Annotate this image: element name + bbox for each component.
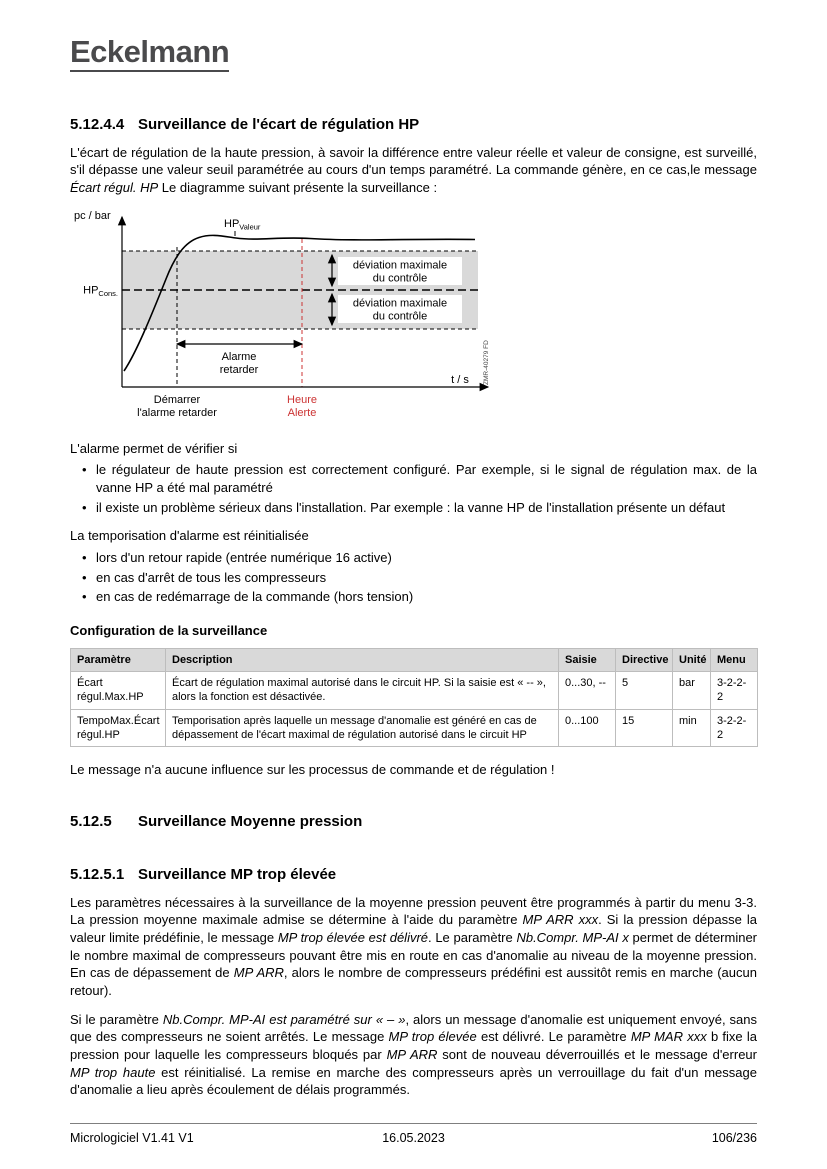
logo [70, 36, 757, 72]
list-item: • en cas d'arrêt de tous les compresseurs [82, 569, 757, 587]
page-footer [70, 1123, 757, 1145]
section-heading-mp [70, 813, 757, 830]
text-segment: . Le paramètre [428, 930, 517, 946]
diagram-watermark: ZMR-40279 FD [483, 339, 490, 385]
col-header-directive: Directive [616, 648, 673, 671]
col-header-unite: Unité [673, 648, 711, 671]
section-number: 5.12.5.1 [70, 865, 125, 883]
footer-left: Micrologiciel V1.41 V1 [70, 1131, 194, 1145]
text-segment: Si le paramètre [70, 1011, 163, 1027]
text-segment: b fixe la pression pour laquelle les compresseurs bloqués par [70, 1029, 757, 1063]
col-header-menu: Menu [711, 648, 758, 671]
text-segment: est délivré. Le paramètre [476, 1029, 631, 1045]
hp-value-label-main: HP [224, 217, 240, 230]
text-segment-italic: MP ARR [386, 1047, 438, 1063]
cell-directive: 15 [616, 709, 673, 747]
mp-paragraph-1 [70, 894, 757, 1000]
section-number: 5.12.4.4 [70, 115, 125, 133]
deviation-upper-label-line1: déviation maximale [352, 259, 448, 272]
hp-setpoint-label-sub: Cons. [98, 288, 118, 298]
cell-saisie: 0...100 [559, 709, 616, 747]
cell-description: Temporisation après laquelle un message d'anomalie est généré en cas de dépassement de l'écart maximal de régulation autorisé dans le circuit HP [166, 709, 559, 747]
text-segment-italic: Nb.Compr. MP-AI est paramétré sur « – » [162, 1011, 406, 1027]
config-note: Le message n'a aucune influence sur les processus de commande et de régulation ! [70, 762, 555, 778]
hp-value-label-sub: Valeur [239, 222, 261, 232]
intro-text-2: Le diagramme suivant présente la surveillance : [158, 179, 438, 195]
col-header-parametre: Paramètre [71, 648, 166, 671]
section-heading-mp-high [70, 866, 757, 883]
list-item: • en cas de redémarrage de la commande (hors tension) [82, 588, 757, 606]
deviation-lower-label-line2: du contrôle [372, 310, 428, 323]
text-segment: sont de nouveau déverrouillés et le message d'erreur [437, 1047, 757, 1063]
intro-text-italic: Écart régul. HP [70, 179, 159, 195]
hp-setpoint-label [83, 284, 118, 298]
cell-description: Écart de régulation maximal autorisé dans le circuit HP. Si la saisie est « -- », alors la fonction est désactivée. [166, 671, 559, 709]
deviation-lower-label-line1: déviation maximale [352, 297, 448, 310]
reset-list [70, 549, 757, 606]
cell-parametre: Écart régul.Max.HP [71, 671, 166, 709]
config-heading: Configuration de la surveillance [70, 622, 268, 638]
text-segment-italic: MP MAR xxx [630, 1029, 707, 1045]
logo-text: Eckelmann [70, 36, 229, 72]
cell-menu: 3-2-2-2 [711, 709, 758, 747]
col-header-description: Description [166, 648, 559, 671]
hp-regulation-diagram [72, 207, 757, 429]
hp-diagram-svg [72, 207, 518, 429]
intro-text-1: L'écart de régulation de la haute pression, à savoir la différence entre valeur réelle et valeur de consigne, est surveillé, s'il dépasse une valeur seuil paramétrée au cours d'un temps paramétré. La commande génère, en ce cas,le message [70, 144, 757, 178]
col-header-saisie: Saisie [559, 648, 616, 671]
cell-saisie: 0...30, -- [559, 671, 616, 709]
section-heading-hp [70, 116, 757, 133]
table-row [71, 671, 758, 709]
hp-value-label [224, 218, 261, 232]
text-segment: , alors un message d'anomalie est uniquement envoyé, sans que des compresseurs ne soient arrêtés. Le message [70, 1011, 757, 1045]
deviation-upper-label-line2: du contrôle [372, 272, 428, 285]
config-table [70, 648, 758, 747]
text-segment: permet de déterminer le nombre maximal de compresseurs pouvant être mis en route en cas d'anomalie au niveau de la moyenne pression. En cas de dépassement de [70, 930, 758, 981]
footer-right: 106/236 [711, 1131, 757, 1145]
text-segment: . Si la pression dépasse la valeur limite prédéfinie, le message [70, 912, 757, 946]
text-segment: Les paramètres nécessaires à la surveillance de la moyenne pression peuvent être programmés à partir du menu 3-3. La pression moyenne maximale admise se détermine à l'aide du paramètre [70, 894, 757, 928]
list-item: • le régulateur de haute pression est correctement configuré. Par exemple, si le signal de régulation max. de la vanne HP a été mal paramétré [82, 461, 757, 496]
hp-setpoint-label-main: HP [83, 284, 99, 297]
footer-center: 16.05.2023 [382, 1131, 445, 1145]
alarm-start-label-line2: l'alarme retarder [137, 406, 217, 419]
reset-intro: La temporisation d'alarme est réinitialisée [70, 528, 309, 544]
text-segment-italic: Nb.Compr. MP-AI x [516, 930, 629, 946]
text-segment-italic: MP trop élevée est délivré [277, 930, 429, 946]
list-item: • lors d'un retour rapide (entrée numérique 16 active) [82, 549, 757, 567]
section-title: Surveillance MP trop élevée [138, 865, 337, 883]
text-segment-italic: MP trop haute [70, 1064, 156, 1080]
table-row [71, 709, 758, 747]
text-segment-italic: MP ARR xxx [522, 912, 599, 928]
alert-time-label-line2: Alerte [287, 406, 317, 419]
cell-unite: bar [673, 671, 711, 709]
list-item: • il existe un problème sérieux dans l'installation. Par exemple : la vanne HP de l'installation présente un défaut [82, 499, 757, 517]
alarm-delay-label-line1: Alarme [221, 350, 257, 363]
alarm-intro: L'alarme permet de vérifier si [70, 440, 238, 456]
section-title: Surveillance de l'écart de régulation HP [138, 115, 420, 133]
section-title: Surveillance Moyenne pression [138, 812, 363, 830]
cell-menu: 3-2-2-2 [711, 671, 758, 709]
alert-time-label-line1: Heure [287, 393, 317, 406]
cell-parametre: TempoMax.Écart régul.HP [71, 709, 166, 747]
text-segment: est réinitialisé. La remise en marche des compresseurs après un verrouillage du fait d'un message d'anomalie a lieu après écoulement de délais programmés. [70, 1064, 757, 1098]
text-segment-italic: MP ARR [233, 965, 284, 981]
cell-unite: min [673, 709, 711, 747]
x-axis-label: t / s [451, 373, 469, 386]
intro-paragraph [70, 144, 757, 197]
cell-directive: 5 [616, 671, 673, 709]
text-segment-italic: MP trop élevée [388, 1029, 477, 1045]
mp-paragraph-2 [70, 1011, 757, 1099]
table-header-row [71, 648, 758, 671]
text-segment: , alors le nombre de compresseurs prédéfini est aussitôt remis en marche (aucun retour). [70, 965, 757, 999]
section-number: 5.12.5 [70, 812, 112, 830]
alarm-list [70, 461, 757, 516]
alarm-start-label-line1: Démarrer [153, 393, 201, 406]
alarm-delay-label-line2: retarder [219, 363, 259, 376]
y-axis-label: pc / bar [74, 209, 111, 222]
